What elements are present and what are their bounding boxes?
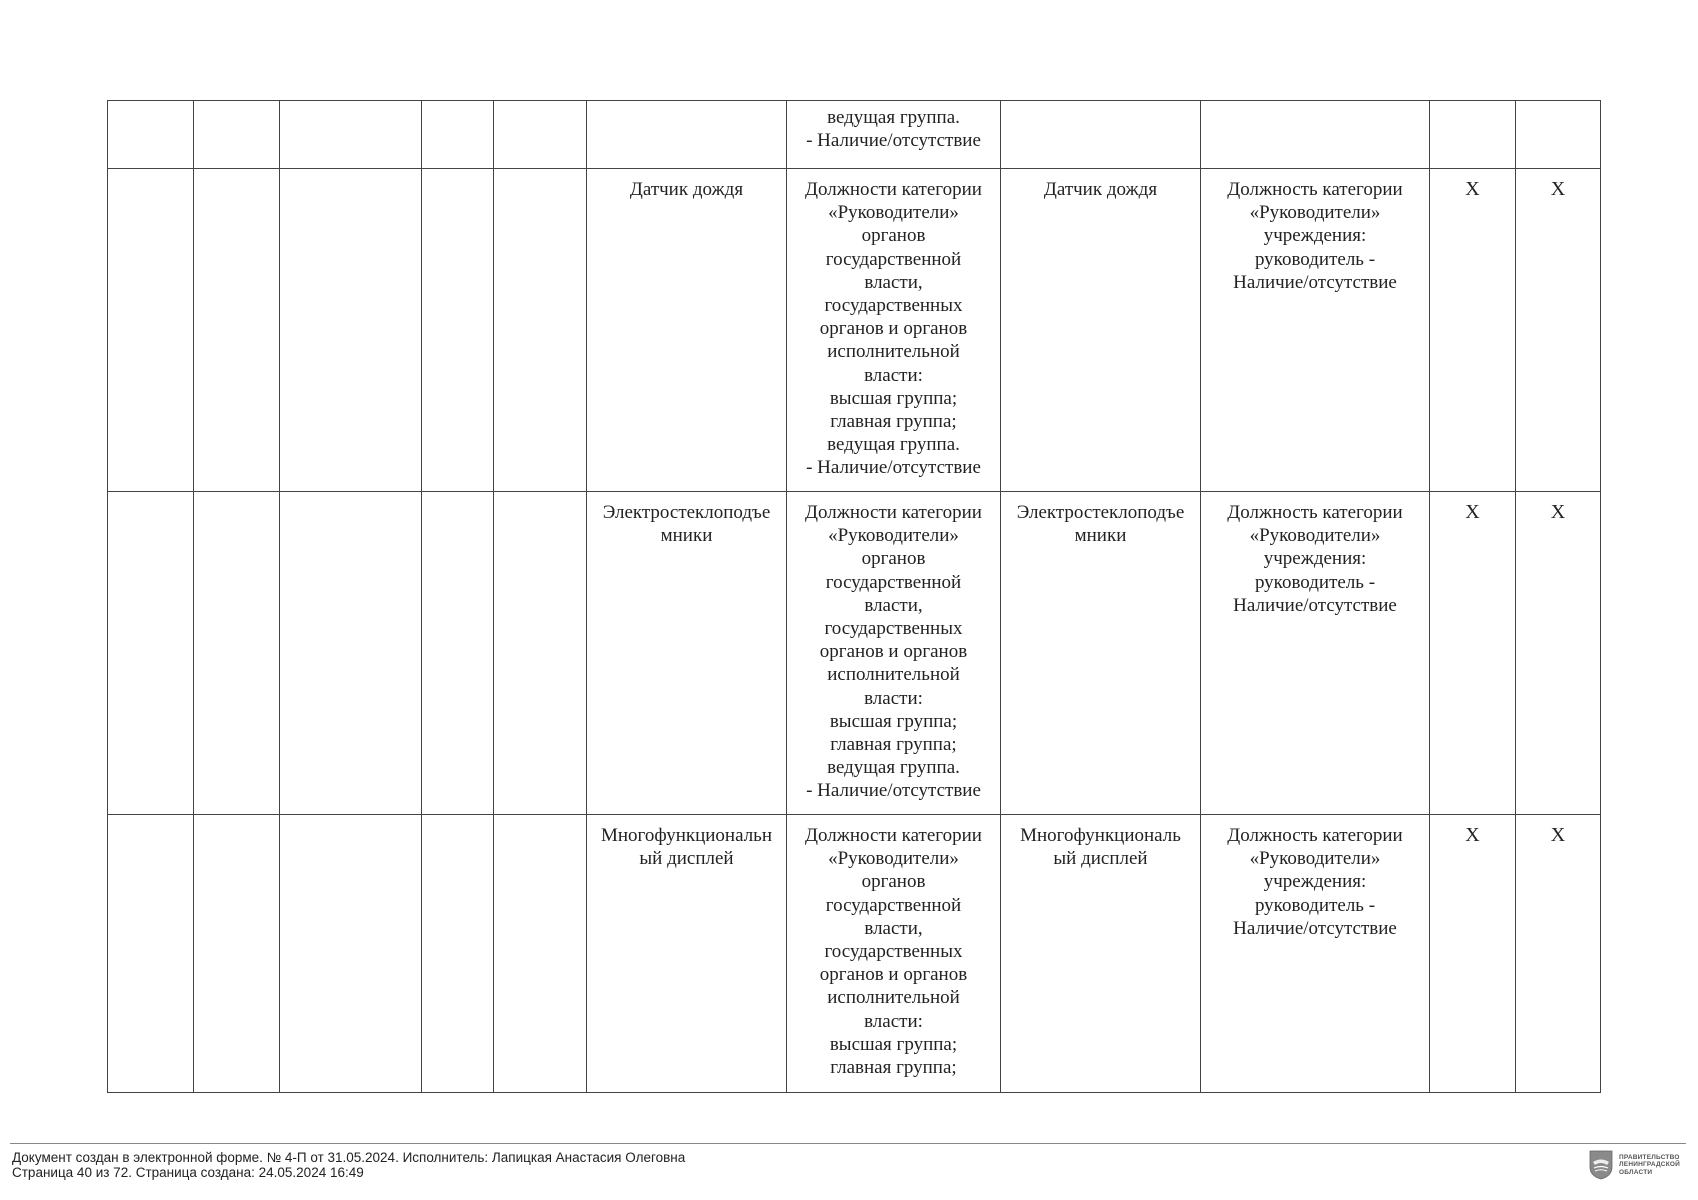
table-cell [494, 101, 587, 169]
mark-x: Х [1550, 178, 1566, 200]
government-logo [1589, 1150, 1680, 1180]
logo-line: ОБЛАСТИ [1619, 1168, 1653, 1176]
table-cell [494, 169, 587, 492]
table-cell [280, 101, 422, 169]
table-cell [422, 101, 494, 169]
table-row [108, 169, 1601, 492]
position-category: Должность категории «Руководители» учреждения: руководитель - Наличие/отсутствие [1227, 502, 1403, 616]
equipment-name: Электростеклоподъе мники [1016, 502, 1185, 547]
document-table [107, 100, 1601, 1093]
table-row [108, 815, 1601, 1093]
equipment-name: Электростеклоподъе мники [602, 502, 771, 547]
table-cell [280, 492, 422, 815]
table-cell [422, 492, 494, 815]
logo-line: ПРАВИТЕЛЬСТВО [1619, 1153, 1680, 1161]
table-cell [787, 101, 1001, 169]
table-cell [422, 815, 494, 1093]
position-category: Должности категории «Руководители» органов государственной власти, государственных органов и органов исполнительной власти: высшая группа; главная группа; ведущая группа. - Наличие/отсутствие [805, 179, 982, 479]
table-cell [1430, 815, 1516, 1093]
table-row [108, 101, 1601, 169]
logo-line: ЛЕНИНГРАДСКОЙ [1619, 1161, 1680, 1169]
table-cell [194, 169, 280, 492]
table-row [108, 492, 1601, 815]
equipment-name: Многофункциональн ый дисплей [600, 825, 773, 870]
position-category: Должность категории «Руководители» учреждения: руководитель - Наличие/отсутствие [1227, 179, 1403, 293]
table-cell [1430, 101, 1516, 169]
table-cell [787, 815, 1001, 1093]
table-cell [587, 492, 787, 815]
mark-x: Х [1465, 824, 1480, 846]
table-cell [1201, 101, 1430, 169]
table-cell [1201, 815, 1430, 1093]
equipment-name: Датчик дождя [629, 179, 744, 200]
mark-x: Х [1465, 501, 1480, 523]
table-cell [108, 492, 194, 815]
position-category: Должности категории «Руководители» органов государственной власти, государственных органов и органов исполнительной власти: высшая группа; главная группа; [805, 825, 982, 1079]
footer-page-info: Страница 40 из 72. Страница создана: 24.05.2024 16:49 [12, 1165, 364, 1180]
table-cell [194, 815, 280, 1093]
table-cell [108, 815, 194, 1093]
footer-document-info: Документ создан в электронной форме. № 4-П от 31.05.2024. Исполнитель: Лапицкая Анастасия Олеговна [12, 1150, 686, 1165]
equipment-name: Многофункциональ ый дисплей [1020, 825, 1181, 870]
table-cell [787, 169, 1001, 492]
document-footer [12, 1150, 685, 1180]
table-cell [108, 169, 194, 492]
table-cell [1430, 492, 1516, 815]
table-cell [1001, 492, 1201, 815]
table-cell [1201, 492, 1430, 815]
position-category: ведущая группа. - Наличие/отсутствие [806, 107, 981, 152]
table-cell [1516, 492, 1601, 815]
table-cell [787, 492, 1001, 815]
mark-x: Х [1550, 824, 1566, 846]
footer-divider [10, 1143, 1686, 1144]
table-cell [1001, 815, 1201, 1093]
table-cell [587, 101, 787, 169]
table-cell [280, 815, 422, 1093]
table-cell [108, 101, 194, 169]
table-cell [194, 101, 280, 169]
mark-x: Х [1465, 178, 1480, 200]
table-cell [587, 169, 787, 492]
table-cell [587, 815, 787, 1093]
table-cell [1516, 101, 1601, 169]
table-cell [1001, 169, 1201, 492]
table-cell [494, 492, 587, 815]
logo-caption [1619, 1154, 1680, 1177]
table-cell [494, 815, 587, 1093]
position-category: Должности категории «Руководители» органов государственной власти, государственных органов и органов исполнительной власти: высшая группа; главная группа; ведущая группа. - Наличие/отсутствие [805, 502, 982, 802]
table-cell [280, 169, 422, 492]
table-cell [1001, 101, 1201, 169]
table-cell [422, 169, 494, 492]
equipment-name: Датчик дождя [1043, 179, 1158, 200]
table-cell [1430, 169, 1516, 492]
table-cell [194, 492, 280, 815]
coat-of-arms-icon [1589, 1150, 1613, 1180]
table-cell [1516, 169, 1601, 492]
table-cell [1516, 815, 1601, 1093]
table-cell [1201, 169, 1430, 492]
mark-x: Х [1550, 501, 1566, 523]
position-category: Должность категории «Руководители» учреждения: руководитель - Наличие/отсутствие [1227, 825, 1403, 939]
